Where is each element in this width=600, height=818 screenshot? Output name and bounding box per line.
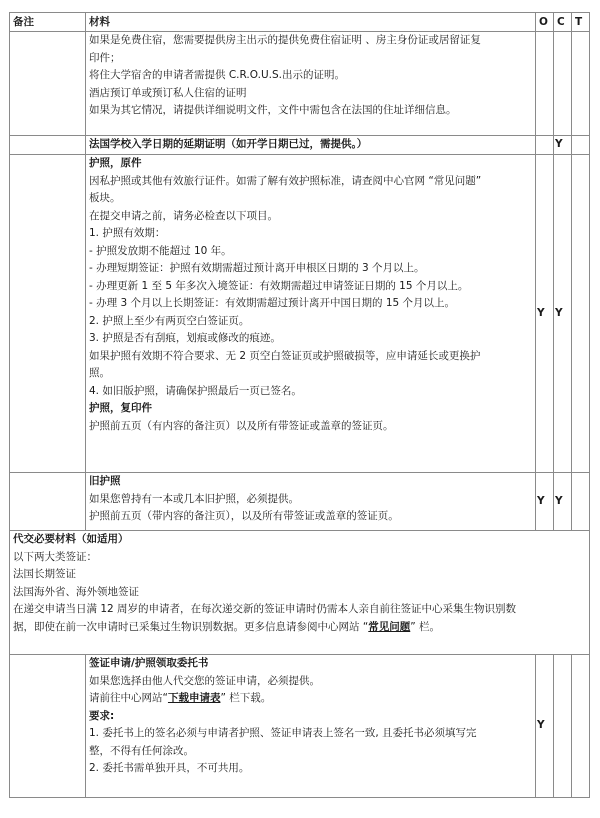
old-passport-line: 护照前五页（带内容的备注页），以及所有带签证或盖章的签证页。 <box>89 510 399 522</box>
passport-line: 如果护照有效期不符合要求、无 2 页空白签证页或护照破损等，应申请延长或更换护 <box>89 349 481 362</box>
download-form-link[interactable]: 下载申请表 <box>167 692 221 704</box>
requirements-table <box>9 12 590 798</box>
proxy-section-line: 以下两大类签证： <box>13 550 97 563</box>
row-passport-t <box>572 155 590 473</box>
requirement-line: 2. 委托书需单独开具，不可共用。 <box>89 762 250 774</box>
passport-line: 4. 如旧版护照，请确保护照最后一页已签名。 <box>89 384 302 397</box>
header-material: 材料 <box>86 13 536 32</box>
row-passport-note <box>10 155 86 473</box>
requirements-title: 要求: <box>89 709 115 722</box>
row-lodging-note <box>10 32 86 136</box>
passport-line: - 办理 3 个月以上长期签证：有效期需超过预计离开中国日期的 15 个月以上。 <box>89 297 456 309</box>
old-passport-title: 旧护照 <box>89 475 121 487</box>
passport-line: 照。 <box>89 367 110 379</box>
row-lodging-c <box>554 32 572 136</box>
row-old-passport-note <box>10 473 86 531</box>
passport-line: - 办理短期签证：护照有效期需超过预计离开申根区日期的 3 个月以上。 <box>89 262 425 274</box>
lodging-line: 如果是免费住宿，您需要提供房主出示的提供免费住宿证明 、房主身份证或居留证复 <box>89 34 481 46</box>
requirement-line: 1. 委托书上的签名必须与申请者护照、签证申请表上签名一致, 且委托书必须填写完 <box>89 727 477 739</box>
passport-line: 3. 护照是否有刮痕，划痕或修改的痕迹。 <box>89 332 281 344</box>
passport-line: 在提交申请之前，请务必检查以下项目。 <box>89 209 278 222</box>
proxy-section-line: 在递交申请当日满 12 周岁的申请者，在每次递交新的签证申请时仍需本人亲自前往签证中心采集生物识别数 <box>13 603 517 615</box>
row-proxy-section <box>10 531 590 655</box>
proxy-last-pre: 据，即使在前一次申请时已采集过生物识别数据。更多信息请参阅中心网站 “ <box>13 620 369 633</box>
row-old-passport <box>10 473 590 531</box>
passport-line: 板块。 <box>89 192 121 204</box>
proxy-section-last-line <box>13 619 586 637</box>
proxy-section-cell <box>10 531 590 655</box>
row-lodging-material <box>86 32 536 136</box>
row-old-passport-c: Y <box>554 473 572 531</box>
row-deferral-t <box>572 136 590 155</box>
row-deferral-c: Y <box>554 136 572 155</box>
row-lodging-o <box>536 32 554 136</box>
passport-line: - 办理更新 1 至 5 年多次入境签证：有效期需超过申请签证日期的 15 个月以上。 <box>89 279 469 292</box>
passport-line: 2. 护照上至少有两页空白签证页。 <box>89 314 250 327</box>
requirement-line: 整，不得有任何涂改。 <box>89 744 194 757</box>
row-passport-o: Y <box>536 155 554 473</box>
row-deferral <box>10 136 590 155</box>
passport-title: 护照，原件 <box>89 157 142 169</box>
passport-line: 1. 护照有效期： <box>89 227 166 239</box>
header-t: T <box>572 13 590 32</box>
passport-line: - 护照发放期不能超过 10 年。 <box>89 244 232 257</box>
download-pre: 请前往中心网站“ <box>89 692 168 704</box>
lodging-line: 如果为其它情况，请提供详细说明文件，文件中需包含在法国的住址详细信息。 <box>89 104 457 116</box>
proxy-letter-title: 签证申请/护照领取委托书 <box>89 657 209 669</box>
proxy-section-line: 法国长期签证 <box>13 568 76 580</box>
row-old-passport-o: Y <box>536 473 554 531</box>
row-lodging-t <box>572 32 590 136</box>
row-proxy-letter-o: Y <box>536 655 554 798</box>
row-old-passport-t <box>572 473 590 531</box>
deferral-title: 法国学校入学日期的延期证明（如开学日期已过，需提供。） <box>86 136 536 155</box>
proxy-section-line: 法国海外省、海外领地签证 <box>13 585 139 598</box>
row-passport-material <box>86 155 536 473</box>
download-post: ” 栏下载。 <box>220 692 272 704</box>
row-old-passport-material <box>86 473 536 531</box>
header-o: O <box>536 13 554 32</box>
row-proxy-letter-note <box>10 655 86 798</box>
row-lodging <box>10 32 590 136</box>
row-proxy-letter-material <box>86 655 536 798</box>
row-deferral-note <box>10 136 86 155</box>
proxy-letter-line: 如果您选择由他人代交您的签证申请，必须提供。 <box>89 674 320 687</box>
row-passport <box>10 155 590 473</box>
proxy-section-title: 代交必要材料（如适用） <box>13 533 129 545</box>
lodging-line: 将住大学宿舍的申请者需提供 C.R.O.U.S.出示的证明。 <box>89 69 345 81</box>
row-deferral-o <box>536 136 554 155</box>
row-proxy-letter-c <box>554 655 572 798</box>
passport-copy-title: 护照，复印件 <box>89 402 152 414</box>
proxy-letter-download-line <box>89 690 533 708</box>
faq-link[interactable]: 常见问题 <box>368 620 411 633</box>
old-passport-line: 如果您曾持有一本或几本旧护照，必须提供。 <box>89 492 299 505</box>
passport-line: 因私护照或其他有效旅行证件。如需了解有效护照标准，请查阅中心官网 “常见问题” <box>89 174 482 187</box>
lodging-line: 印件； <box>89 51 121 64</box>
header-c: C <box>554 13 572 32</box>
table-header-row <box>10 13 590 32</box>
row-passport-c: Y <box>554 155 572 473</box>
row-proxy-letter <box>10 655 590 798</box>
requirements-table-frame <box>9 12 589 812</box>
lodging-line: 酒店预订单或预订私人住宿的证明 <box>89 86 247 99</box>
row-proxy-letter-t <box>572 655 590 798</box>
proxy-last-post: ” 栏。 <box>410 620 441 633</box>
header-note: 备注 <box>10 13 86 32</box>
passport-copy-line: 护照前五页（有内容的备注页）以及所有带签证或盖章的签证页。 <box>89 419 394 432</box>
